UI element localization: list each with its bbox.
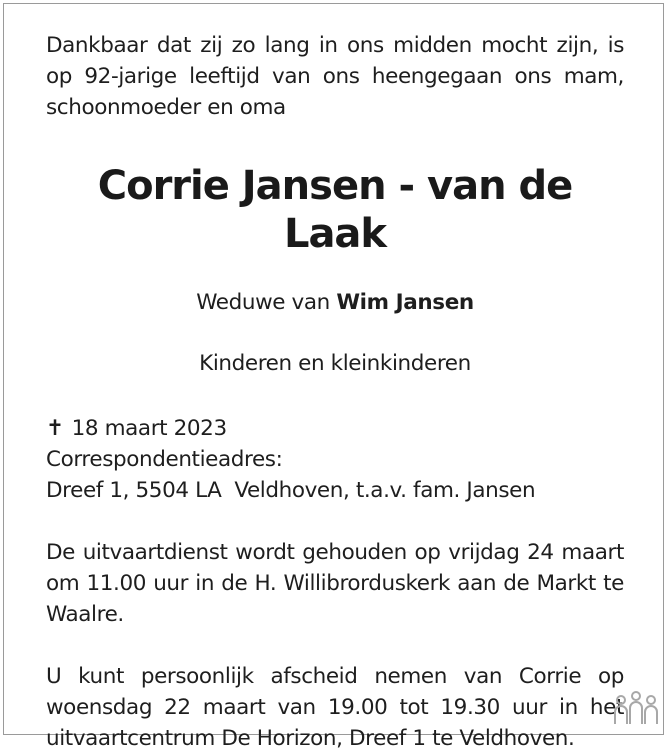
correspondence-label: Correspondentieadres: — [46, 447, 283, 472]
obituary-announcement — [46, 30, 624, 754]
family-logo-icon — [612, 690, 660, 726]
correspondence-address: Dreef 1, 5504 LA Veldhoven, t.a.v. fam. Jansen — [46, 478, 536, 503]
widow-prefix: Weduwe van — [196, 290, 330, 315]
funeral-service-text: De uitvaartdienst wordt gehouden op vrijdag 24 maart om 11.00 uur in de H. Willibrorduskerk aan de Markt te Waalre. — [46, 540, 624, 627]
widow-line — [46, 288, 624, 318]
spouse-name: Wim Jansen — [336, 290, 474, 315]
death-date: 18 maart 2023 — [71, 416, 227, 441]
cross-icon: ✝ — [46, 416, 64, 441]
death-date-line — [46, 413, 624, 444]
deceased-name: Corrie Jansen - van de Laak — [97, 163, 573, 257]
intro-text: Dankbaar dat zij zo lang in ons midden mocht zijn, is op 92-jarige leeftijd van ons heengegaan ons mam, schoonmoeder en oma — [46, 33, 624, 120]
details-block — [46, 413, 624, 506]
children-line: Kinderen en kleinkinderen — [199, 351, 471, 376]
farewell-text: U kunt persoonlijk afscheid nemen van Corrie op woensdag 22 maart van 19.00 tot 19.30 uur in het uitvaartcentrum De Horizon, Dreef 1 te Veldhoven. — [46, 664, 624, 751]
